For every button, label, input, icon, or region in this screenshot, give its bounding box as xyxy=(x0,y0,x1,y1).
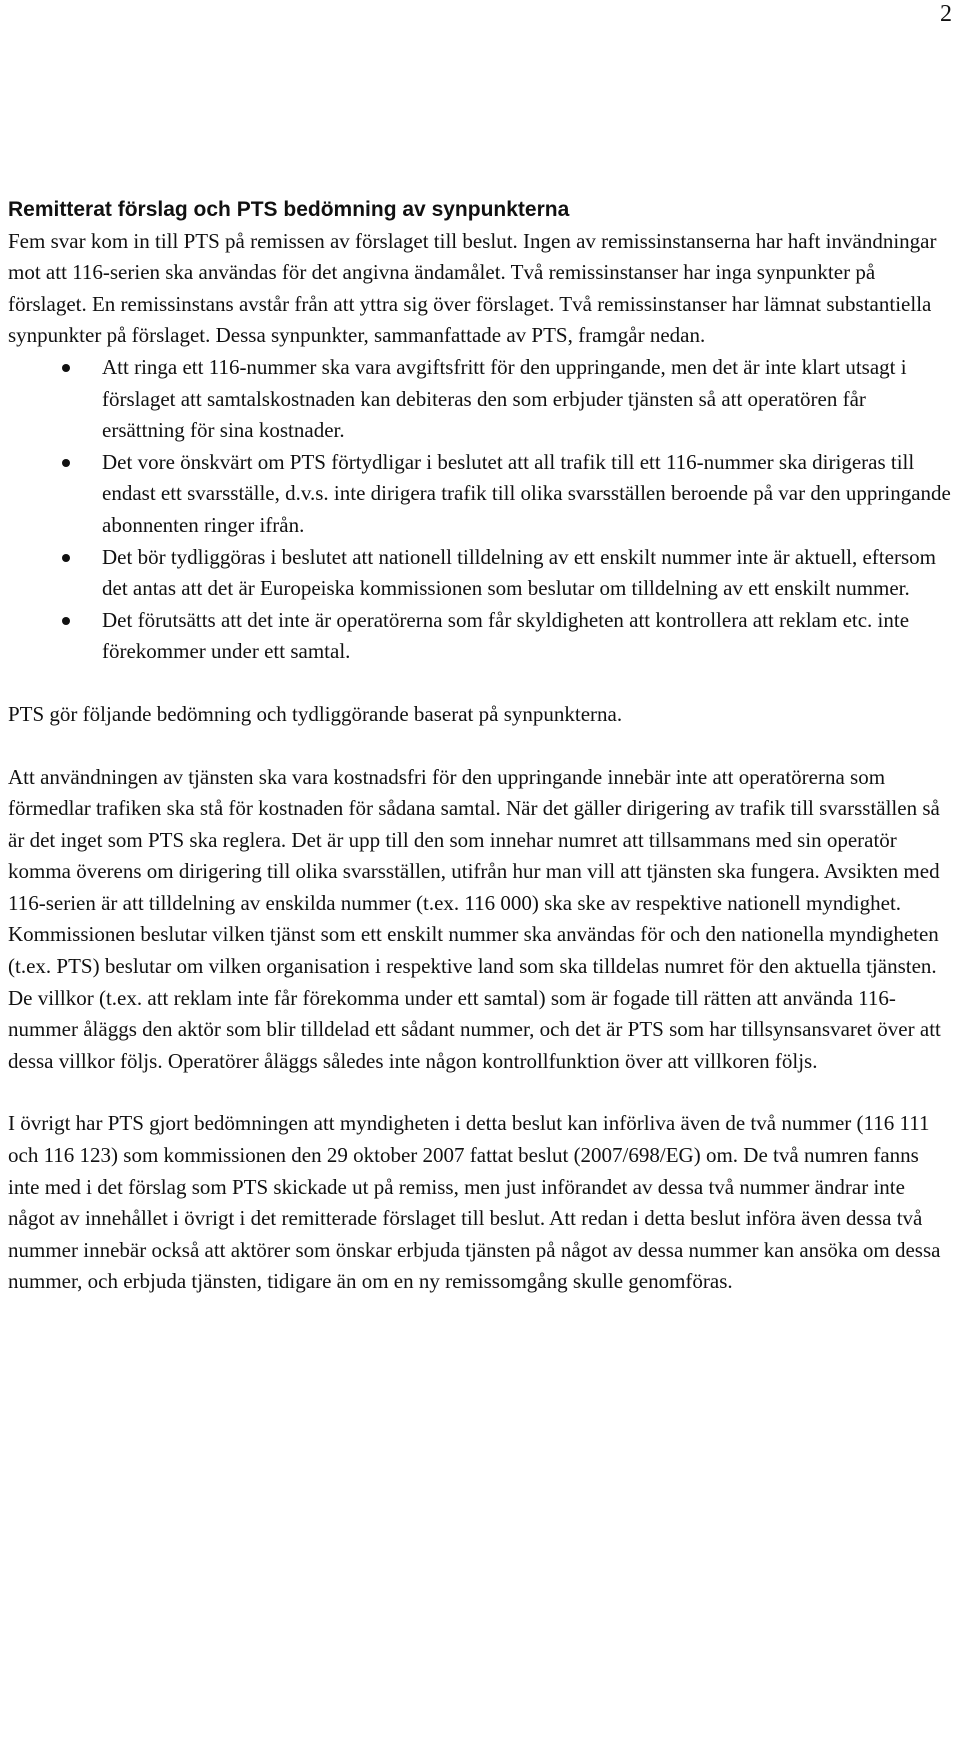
list-item-text: Det bör tydliggöras i beslutet att nationell tilldelning av ett enskilt nummer inte är aktuell, eftersom det antas att det är Europeiska kommissionen som beslutar om tilldelning av ett enskilt nummer. xyxy=(102,544,936,601)
list-item xyxy=(8,352,953,447)
section-heading: Remitterat förslag och PTS bedömning av synpunkterna xyxy=(8,198,570,221)
list-item xyxy=(8,605,953,668)
comments-list xyxy=(8,352,953,668)
bullet-icon xyxy=(62,554,70,562)
assessment-intro: PTS gör följande bedömning och tydliggörande baserat på synpunkterna. xyxy=(8,701,623,726)
numbers-paragraph: I övrigt har PTS gjort bedömningen att myndigheten i detta beslut kan införliva även de två nummer (116 111 och 116 123) som kommissionen den 29 oktober 2007 fattat beslut (2007/698/EG) om. De två numren fanns inte med i det förslag som PTS skickade ut på remiss, men just införandet av dessa två nummer ändrar inte något av innehållet i övrigt i det remitterade förslaget till beslut. Att redan i detta beslut införa även dessa två nummer innebär också att aktörer som önskar erbjuda tjänsten på något av dessa nummer kan ansöka om dessa nummer, och erbjuda tjänsten, tidigare än om en ny remissomgång skulle genomföras. xyxy=(8,1111,941,1294)
list-item-text: Det vore önskvärt om PTS förtydligar i beslutet att all trafik till ett 116-nummer ska dirigeras till endast ett svarsställe, d.v.s. inte dirigera trafik till olika svarsställen beroende på var den uppringande abonnenten ringer ifrån. xyxy=(102,449,951,537)
list-item xyxy=(8,542,953,605)
intro-paragraph: Fem svar kom in till PTS på remissen av förslaget till beslut. Ingen av remissinstanserna har haft invändningar mot att 116-serien ska användas för det angivna ändamålet. Två remissinstanser har inga synpunkter på förslaget. En remissinstans avstår från att yttra sig över förslaget. Två remissinstanser har lämnat substantiella synpunkter på förslaget. Dessa synpunkter, sammanfattade av PTS, framgår nedan. xyxy=(8,228,937,348)
bullet-icon xyxy=(62,617,70,625)
bullet-icon xyxy=(62,364,70,372)
bullet-icon xyxy=(62,459,70,467)
list-item-text: Det förutsätts att det inte är operatörerna som får skyldigheten att kontrollera att reklam etc. inte förekommer under ett samtal. xyxy=(102,607,910,664)
page-number: 2 xyxy=(940,1,952,27)
cost-paragraph: Att användningen av tjänsten ska vara kostnadsfri för den uppringande innebär inte att operatörerna som förmedlar trafiken ska stå för kostnaden för sådana samtal. När det gäller dirigering av trafik till svarsställen så är det inget som PTS ska reglera. Det är upp till den som innehar numret att tillsammans med sin operatör komma överens om dirigering till olika svarsställen, utifrån hur man vill att tjänsten ska fungera. Avsikten med 116-serien är att tilldelning av enskilda nummer (t.ex. 116 000) ska ske av respektive nationell myndighet. Kommissionen beslutar vilken tjänst som ett enskilt nummer ska användas för och den nationella myndigheten (t.ex. PTS) beslutar om vilken organisation i respektive land som ska tilldelas numret för den aktuella tjänsten. De villkor (t.ex. att reklam inte får förekomma under ett samtal) som är fogade till rätten att använda 116-nummer åläggs den aktör som blir tilldelad ett sådant nummer, och det är PTS som har tillsynsansvaret över att dessa villkor följs. Operatörer åläggs således inte någon kontrollfunktion över att villkoren följs. xyxy=(8,764,941,1073)
list-item-text: Att ringa ett 116-nummer ska vara avgiftsfritt för den uppringande, men det är inte klart utsagt i förslaget att samtalskostnaden kan debiteras den som erbjuder tjänsten så att operatören får ersättning för sina kostnader. xyxy=(102,354,907,443)
document-body xyxy=(8,194,953,1298)
list-item xyxy=(8,447,953,542)
